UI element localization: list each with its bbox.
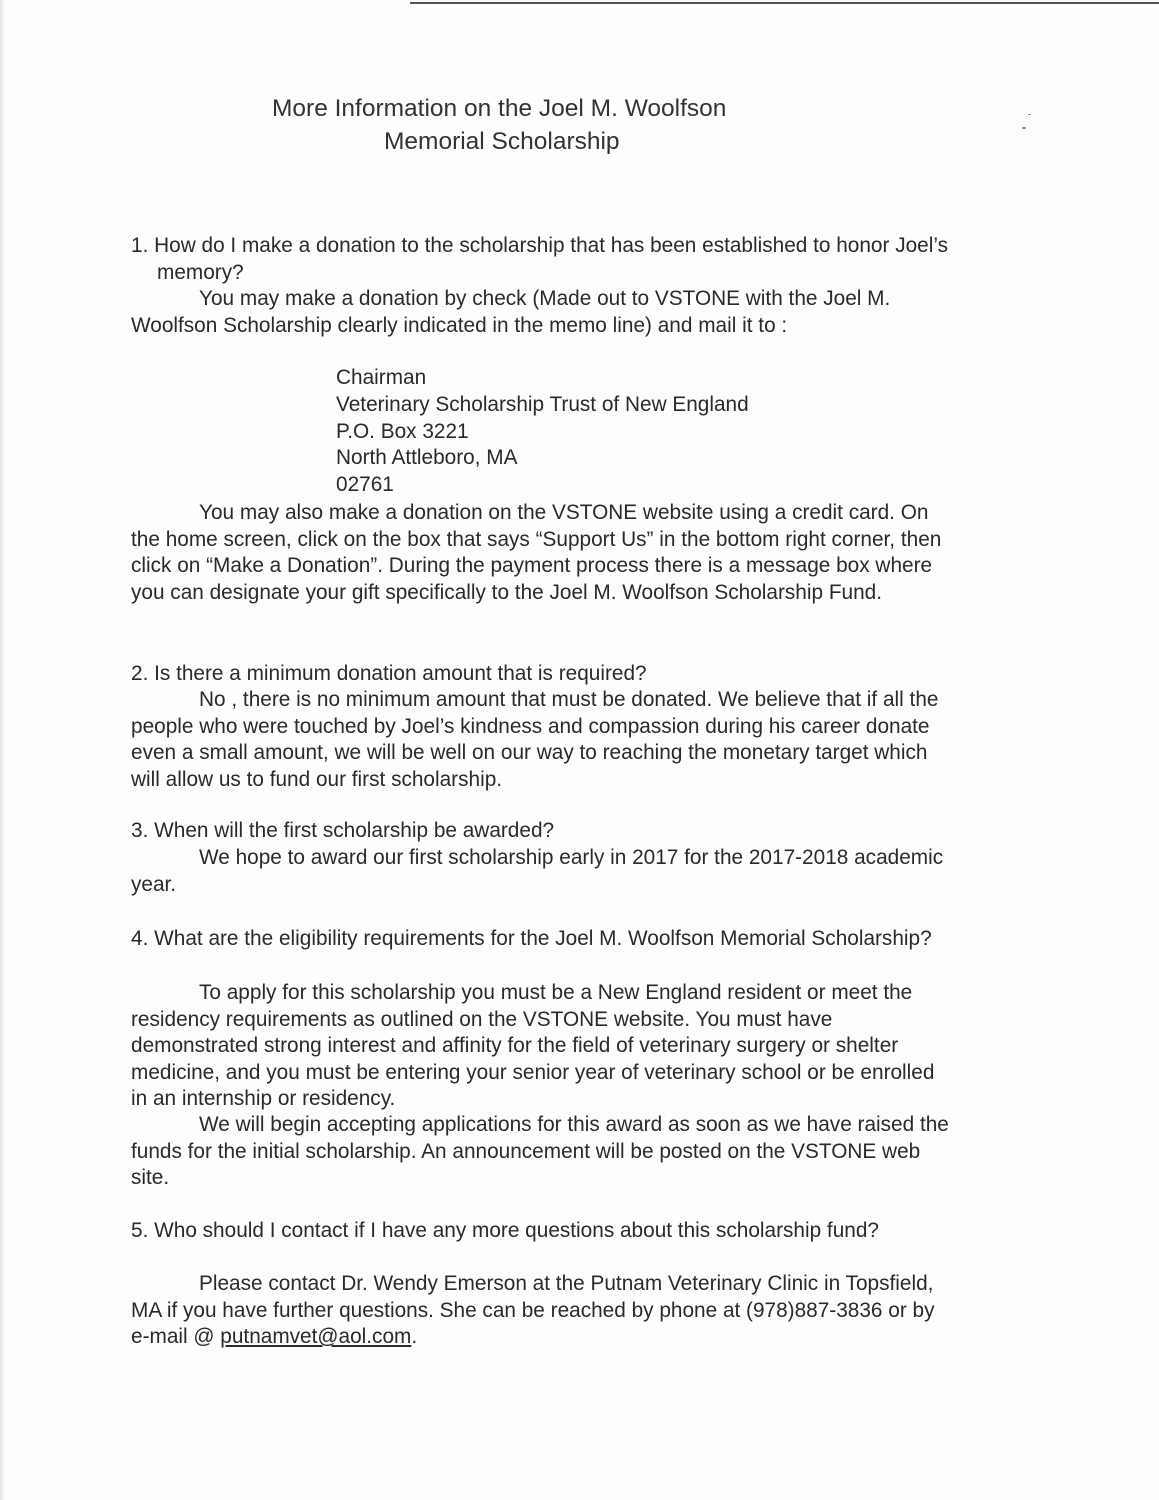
- answer-2: No , there is no minimum amount that must be donated. We believe that if all the people who were touched by Joel’s kindness and compassion during his career donate even a small amount, we will be well on our way to reaching the monetary target which will allow us to fund our first scholarship.: [131, 688, 939, 791]
- scan-speck: [1028, 114, 1031, 115]
- email-link[interactable]: putnamvet@aol.com: [220, 1325, 412, 1349]
- answer-1-check: You may make a donation by check (Made out to VSTONE with the Joel M. Woolfson Scholarship clearly indicated in the memo line) and mail it to :: [131, 287, 891, 337]
- question-4: 4. What are the eligibility requirements for the Joel M. Woolfson Memorial Scholarship?: [131, 927, 932, 950]
- question-1: 1. How do I make a donation to the scholarship that has been established to honor Joel’s memory?: [131, 234, 948, 284]
- answer-1-online: You may also make a donation on the VSTONE website using a credit card. On the home screen, click on the box that says “Support Us” in the bottom right corner, then click on “Make a Donation”. During the payment process there is a message box where you can designate your gift specifically to the Joel M. Woolfson Scholarship Fund.: [131, 501, 942, 604]
- address-line-3: P.O. Box 3221: [336, 419, 469, 443]
- answer-4-applications: We will begin accepting applications for this award as soon as we have raised the funds for the initial scholarship. An announcement will be posted on the VSTONE web site.: [131, 1113, 949, 1190]
- scan-speck: [1022, 127, 1026, 129]
- address-line-5: 02761: [336, 473, 394, 497]
- question-5: 5. Who should I contact if I have any more questions about this scholarship fund?: [131, 1219, 879, 1242]
- answer-3: We hope to award our first scholarship early in 2017 for the 2017-2018 academic year.: [131, 846, 944, 896]
- title-line-1: More Information on the Joel M. Woolfson: [272, 95, 727, 122]
- question-2: 2. Is there a minimum donation amount that is required?: [131, 662, 647, 685]
- title-line-2: Memorial Scholarship: [384, 128, 620, 155]
- answer-5-end: .: [411, 1325, 418, 1349]
- answer-4-eligibility: To apply for this scholarship you must be a New England resident or meet the residency requirements as outlined on the VSTONE website. You must have demonstrated strong interest and affinity for the field of veterinary surgery or shelter medicine, and you must be entering your senior year of veterinary school or be enrolled in an internship or residency.: [131, 981, 935, 1111]
- address-line-4: North Attleboro, MA: [336, 446, 518, 470]
- mailing-address: [336, 365, 749, 499]
- address-line-1: Chairman: [336, 366, 427, 389]
- document-title: [272, 92, 792, 158]
- answer-5: [131, 1271, 956, 1351]
- address-line-2: Veterinary Scholarship Trust of New England: [336, 392, 749, 416]
- scan-edge-shadow: [0, 0, 5, 1500]
- question-3: 3. When will the first scholarship be awarded?: [131, 819, 555, 842]
- scan-edge-line: [410, 2, 1159, 4]
- answer-5-text: Please contact Dr. Wendy Emerson at the Putnam Veterinary Clinic in Topsfield, MA if you have further questions. She can be reached by phone at (978)887-3836 or by e-mail @: [131, 1272, 935, 1349]
